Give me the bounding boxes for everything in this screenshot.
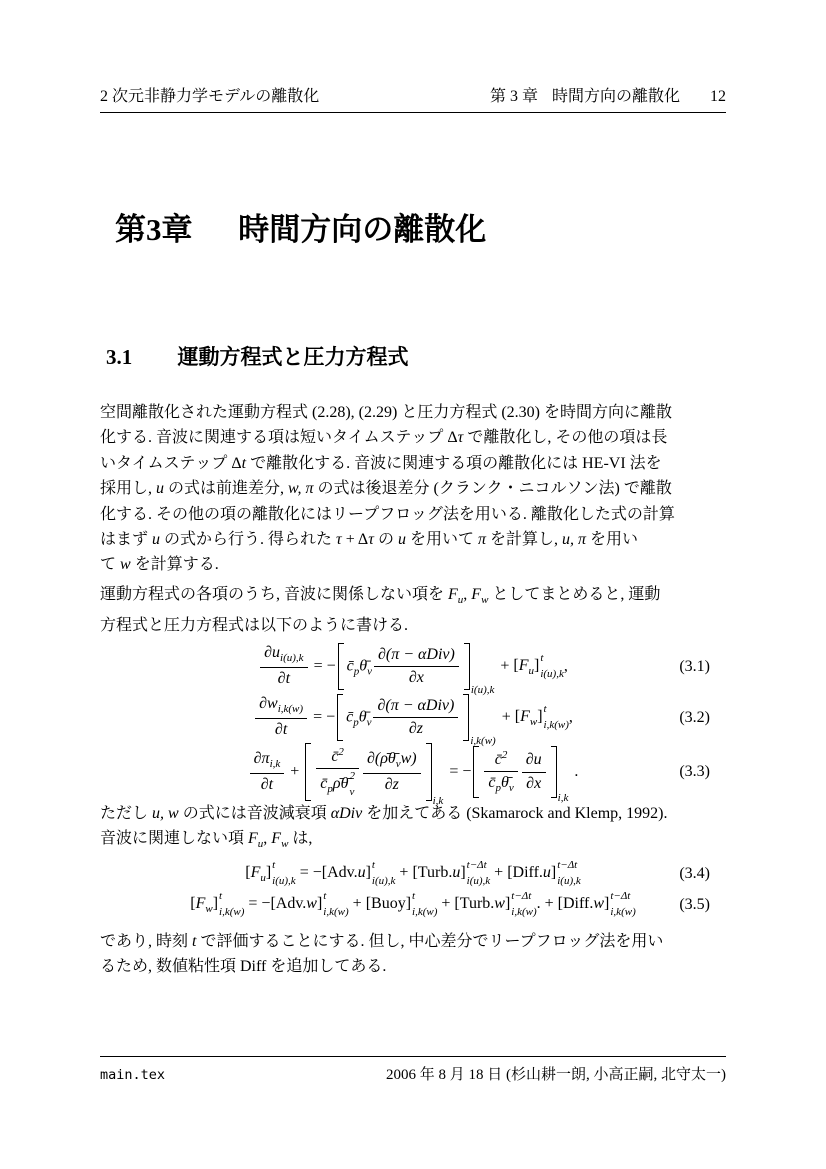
math-text: t [241, 454, 247, 472]
math-text: w) [400, 749, 417, 767]
math-text: としてまとめると, 運動 [488, 586, 661, 603]
math-text: + [496, 657, 514, 675]
math-text: ∂u [264, 644, 281, 662]
math-text: で離散化し, その他の項は長 [463, 429, 668, 447]
math-text: + [437, 895, 455, 913]
text-line [100, 400, 726, 425]
equation-block-momentum-pressure [100, 641, 726, 808]
math-subsup [544, 704, 569, 731]
math-sub: i,k(w) [219, 906, 245, 918]
math-sub: i,k(w) [610, 906, 636, 918]
math-text: F [271, 830, 282, 848]
math-text: + [395, 864, 413, 882]
equation-content [248, 743, 579, 808]
math-sub: i,k [432, 795, 444, 808]
math-text: 運動方程式の各項のうち, 音波に関係しない項を [100, 586, 449, 603]
math-text: を計算する. [130, 556, 219, 574]
right-bracket: ] [316, 895, 323, 913]
page-header [100, 83, 726, 113]
math-text: = − [244, 895, 271, 913]
math-text: w [205, 903, 213, 916]
left-bracket: [ [190, 895, 196, 913]
text-line [100, 582, 726, 613]
equation-content [190, 891, 635, 918]
math-text: , [463, 586, 472, 603]
fraction-denominator [374, 667, 459, 688]
math-text: v [367, 665, 372, 678]
math-text: ∂t [274, 721, 288, 739]
header-chapter-number: 第 3 章 [489, 88, 538, 105]
math-text: ∂x [408, 669, 424, 686]
math-text: Adv. [327, 864, 358, 882]
text-line [100, 502, 726, 527]
page-footer [100, 1063, 726, 1084]
math-text: を用い [586, 531, 639, 549]
math-sup: t−Δt [610, 890, 631, 902]
math-sub: i(u),k [557, 875, 581, 887]
math-text: , [263, 830, 272, 848]
right-bracket: ] [604, 895, 610, 913]
math-text: 空間離散化された運動方程式 (2.28), (2.29) と圧力方程式 (2.30) を時間方向に離散 [100, 404, 672, 421]
fraction-denominator [484, 772, 517, 796]
math-sup: t−Δt [557, 859, 578, 871]
math-text: ∂w [259, 695, 278, 713]
math-sub: i,k [557, 792, 569, 805]
math-text: τ [368, 531, 374, 549]
math-sub: i,k(w) [511, 906, 537, 918]
equation [100, 692, 726, 748]
math-text: Diff. [512, 864, 543, 882]
math-text: ∂x [526, 774, 542, 792]
math-text: ∂t [260, 775, 274, 793]
math-text: + [497, 708, 515, 726]
math-subsup [557, 860, 581, 887]
math-text: ∂t [277, 670, 291, 688]
left-bracket: [ [365, 895, 372, 913]
math-text: ∂z [384, 775, 399, 793]
chapter-number: 第3章 [115, 212, 193, 247]
page-number: 12 [710, 88, 726, 105]
math-fraction [374, 645, 459, 689]
left-bracket: [ [514, 708, 521, 726]
text-line [100, 801, 726, 826]
equation-number: (3.5) [679, 895, 710, 913]
paragraph-intro [100, 400, 726, 578]
right-bracket [551, 746, 557, 798]
math-sub: i(u),k [272, 875, 296, 887]
math-text: + [286, 762, 304, 780]
math-text: + [348, 895, 366, 913]
math-text: 化する. 音波に関連する項は短いタイムステップ Δ [100, 429, 458, 447]
chapter-heading [115, 212, 486, 248]
math-subsup [349, 771, 355, 798]
math-text: を計算し, [485, 531, 562, 549]
math-text: であり, 時刻 [100, 933, 193, 950]
equation [100, 743, 726, 808]
math-bracket-group [337, 694, 496, 748]
math-text: p [327, 783, 333, 796]
equation-content [245, 860, 581, 887]
equation-number: (3.1) [679, 657, 710, 675]
math-text: ∂π [253, 750, 270, 767]
math-text: c̄ [494, 751, 502, 768]
right-bracket [464, 643, 470, 691]
fraction-denominator [522, 773, 546, 794]
math-subsup [467, 860, 491, 887]
math-text: u [528, 665, 534, 678]
equation-content [253, 694, 573, 748]
fraction-numerator [250, 749, 285, 774]
math-text: + [490, 864, 508, 882]
math-text: u [542, 864, 551, 882]
math-text: + Δ [341, 531, 369, 549]
right-bracket: ] [265, 864, 272, 882]
math-text: F [518, 657, 529, 675]
math-text: w, π [288, 480, 314, 498]
math-text: Adv. [275, 895, 307, 913]
math-text: i,k [269, 758, 281, 770]
math-bracket-term [190, 890, 245, 918]
math-text: 2 [338, 745, 344, 758]
math-subsup [372, 860, 396, 887]
math-text: ただし [100, 805, 153, 822]
math-subsup [219, 891, 244, 918]
fraction-denominator [250, 774, 285, 795]
math-text: u, w [152, 805, 179, 822]
right-bracket [463, 694, 469, 742]
math-text: の式には音波減衰項 [178, 805, 331, 822]
math-sub: i(u),k [466, 875, 491, 887]
math-sup: t−Δt [466, 859, 487, 871]
math-sup: t [371, 859, 375, 871]
math-text: F [471, 586, 482, 603]
text-line [100, 826, 726, 857]
right-bracket: ] [460, 864, 466, 882]
math-sub: i(u),k [371, 875, 396, 887]
fraction-numerator [363, 749, 421, 774]
fraction-numerator [373, 696, 458, 718]
math-text: w [529, 716, 538, 729]
math-text: F [448, 586, 458, 603]
paragraph-evaluation-note [100, 929, 726, 980]
math-text: F [250, 864, 261, 882]
math-text: = − [295, 864, 322, 882]
math-sub: i,k(w) [470, 735, 496, 748]
left-bracket: [ [513, 657, 519, 675]
math-text: c̄ [320, 775, 328, 793]
text-line [100, 954, 726, 979]
bracket-content [344, 643, 464, 691]
math-text: w [481, 594, 489, 606]
text-line [100, 552, 726, 577]
math-sup: t [412, 890, 416, 902]
math-bracket-term [270, 890, 349, 918]
math-sup: t [219, 890, 223, 902]
math-text: c̄ [488, 774, 496, 792]
math-text: = − [309, 708, 336, 726]
math-text: p [495, 782, 501, 795]
left-bracket: [ [454, 895, 460, 913]
math-fraction [250, 749, 285, 795]
right-bracket [426, 743, 432, 801]
fraction-denominator [255, 719, 307, 740]
math-text: 方程式と圧力方程式は以下のように書ける. [100, 617, 409, 635]
math-text: ∂(ρ̄θ̄ [366, 749, 396, 767]
fraction-denominator [260, 668, 307, 689]
math-bracket-term [245, 859, 296, 887]
math-text: c̄ [331, 747, 339, 765]
equation-block-forcing-terms [100, 858, 726, 920]
math-sup: t [272, 859, 276, 871]
math-text: v [395, 757, 401, 770]
fraction-numerator [484, 748, 517, 772]
math-sub: v [349, 786, 355, 799]
right-bracket: ] [550, 864, 557, 882]
math-sub: i,k(w) [412, 906, 438, 918]
equation-number: (3.4) [679, 864, 710, 882]
math-text: いタイムステップ Δ [100, 454, 242, 472]
math-subsup [323, 891, 348, 918]
math-text: w [120, 556, 131, 574]
text-line [100, 527, 726, 552]
math-sub: i(u),k [470, 684, 495, 697]
math-bracket-term [557, 890, 636, 918]
section-number: 3.1 [106, 345, 133, 369]
equation [100, 858, 726, 889]
right-bracket: ] [537, 708, 543, 726]
math-text: Diff. [563, 895, 594, 913]
math-text: p [353, 665, 360, 678]
math-text: ∂u [525, 751, 542, 769]
math-text: ∂z [408, 720, 423, 737]
right-bracket: ] [504, 895, 511, 913]
math-fraction [373, 696, 458, 740]
math-text: の式は前進差分, [164, 480, 289, 498]
math-text: c̄ [346, 708, 354, 726]
left-bracket: [ [321, 864, 328, 882]
math-text: u, π [562, 531, 587, 549]
math-text: u [357, 864, 366, 882]
equation-number: (3.2) [679, 708, 710, 726]
math-text: w [306, 895, 317, 913]
math-text: w [494, 895, 505, 913]
header-right-group [490, 83, 726, 106]
math-text: . [570, 762, 579, 780]
header-chapter-title: 時間方向の離散化 [551, 88, 680, 105]
math-sub: i,k(w) [543, 719, 569, 731]
footer-date-authors: 2006 年 8 月 18 日 (杉山耕一朗, 小高正嗣, 北守太一) [386, 1067, 726, 1083]
bracket-content [343, 694, 463, 742]
math-text: て [100, 556, 121, 574]
math-text: i,k(w) [277, 703, 304, 716]
math-subsup [540, 653, 564, 680]
math-sub: i(u),k [540, 668, 564, 680]
fraction-numerator [260, 643, 307, 668]
math-text: F [520, 708, 530, 726]
section-title: 運動方程式と圧力方程式 [177, 345, 409, 369]
left-bracket: [ [270, 895, 276, 913]
math-text: αDiv [330, 805, 363, 822]
math-text: Buoy [371, 895, 406, 913]
math-subsup [412, 891, 437, 918]
math-text: = − [309, 657, 336, 675]
fraction-denominator [363, 774, 421, 795]
math-text: u [452, 864, 461, 882]
math-fraction [316, 745, 359, 799]
math-text: の式は後退差分 (クランク・ニコルソン法) で離散 [313, 480, 672, 498]
math-fraction [255, 694, 307, 740]
equation-content [258, 643, 568, 697]
math-subsup [610, 891, 635, 918]
text-line [100, 613, 726, 638]
math-text: u [260, 872, 266, 885]
math-sup: 2 [349, 770, 355, 783]
math-sup: t−Δt [511, 890, 532, 902]
math-text: t [192, 933, 197, 950]
math-text: . + [536, 895, 558, 913]
math-text: 2 [501, 749, 508, 761]
math-sup: t [323, 890, 327, 902]
chapter-title: 時間方向の離散化 [238, 212, 487, 247]
math-text: の [373, 531, 398, 549]
math-text: i(u),k [280, 652, 304, 665]
math-text: F [248, 830, 258, 848]
math-text: 化する. その他の項の離散化にはリープフロッグ法を用いる. 離散化した式の計算 [100, 505, 675, 523]
math-text: τ [336, 531, 342, 549]
math-text: の式から行う. 得られた [160, 531, 337, 549]
math-text: で評価することにする. 但し, 中心差分でリープフロッグ法を用い [196, 933, 664, 950]
fraction-numerator [255, 694, 307, 719]
math-text: , [563, 657, 568, 675]
math-sup: t [540, 652, 544, 664]
math-subsup [272, 860, 296, 887]
math-text: は, [288, 830, 313, 848]
text-line [100, 476, 726, 501]
math-text: はまず [100, 531, 153, 549]
right-bracket: ] [365, 864, 371, 882]
math-fraction [363, 749, 421, 795]
math-text: θ̄ [358, 708, 367, 726]
right-bracket: ] [534, 657, 540, 675]
math-text: ∂(π − αDiv) [377, 696, 455, 714]
left-bracket: [ [412, 864, 418, 882]
math-bracket-term [513, 652, 564, 680]
math-bracket-term [507, 859, 581, 887]
math-text: るため, 数値粘性項 Diff を追加してある. [100, 958, 387, 976]
math-text: v [508, 782, 514, 795]
fraction-denominator [316, 769, 359, 799]
math-text: u [457, 594, 464, 606]
math-text: u [257, 838, 264, 851]
equation [100, 641, 726, 697]
math-text: θ̄ [500, 774, 509, 792]
math-text: Turb. [459, 895, 495, 913]
math-text: Turb. [417, 864, 453, 882]
math-text: ρ̄θ̄ [332, 775, 349, 793]
math-text: p [353, 716, 359, 729]
section-heading [106, 344, 409, 370]
text-line [100, 451, 726, 476]
math-text: π [477, 531, 486, 549]
math-text: を加えてある (Skamarock and Klemp, 1992). [362, 805, 668, 822]
math-text: を用いて [405, 531, 478, 549]
math-text: θ̄ [359, 657, 368, 675]
math-bracket-group [338, 643, 495, 697]
math-bracket-term [365, 890, 438, 918]
math-text: c̄ [346, 657, 354, 675]
math-fraction [260, 643, 307, 689]
math-text: τ [457, 429, 464, 447]
math-fraction [522, 750, 546, 794]
math-text: 採用し, [100, 480, 157, 498]
bracket-content [479, 746, 550, 798]
text-line [100, 929, 726, 954]
text-line [100, 425, 726, 450]
math-text: u [397, 531, 406, 549]
paragraph-damping-note [100, 801, 726, 858]
fraction-numerator [316, 745, 359, 769]
right-bracket: ] [405, 895, 412, 913]
math-text: で離散化する. 音波に関連する項の離散化には HE-VI 法を [246, 454, 662, 472]
math-subsup [511, 891, 536, 918]
equation-number: (3.3) [679, 763, 710, 780]
fraction-numerator [522, 750, 546, 772]
math-text: = − [445, 762, 472, 780]
math-text: w [281, 838, 289, 851]
math-text: , [568, 708, 573, 726]
math-bracket-term [412, 859, 491, 887]
bracket-content [311, 743, 425, 801]
math-text: w [593, 895, 605, 913]
math-bracket-term [514, 703, 569, 731]
math-fraction [484, 748, 517, 796]
fraction-numerator [374, 645, 459, 667]
footer-filename: main.tex [100, 1067, 166, 1083]
left-bracket: [ [245, 864, 251, 882]
math-text: ∂(π − αDiv) [377, 645, 455, 663]
paragraph-equation-lead-in [100, 582, 726, 639]
math-bracket-term [454, 890, 537, 918]
math-bracket-term [321, 859, 396, 887]
right-bracket: ] [212, 895, 219, 913]
header-running-title: 2 次元非静力学モデルの離散化 [100, 88, 320, 105]
footer-rule [100, 1056, 726, 1057]
math-sub: i,k(w) [323, 906, 349, 918]
equation [100, 889, 726, 920]
math-bracket-group [473, 746, 569, 805]
math-text: u [156, 480, 165, 498]
math-text: F [195, 895, 206, 913]
math-sup: t [543, 703, 547, 715]
left-bracket: [ [507, 864, 513, 882]
math-text: u [152, 531, 161, 549]
math-text: 音波に関連しない項 [100, 830, 249, 848]
fraction-denominator [373, 718, 458, 739]
math-text: v [366, 716, 372, 729]
math-bracket-group [305, 743, 444, 808]
left-bracket: [ [557, 895, 563, 913]
